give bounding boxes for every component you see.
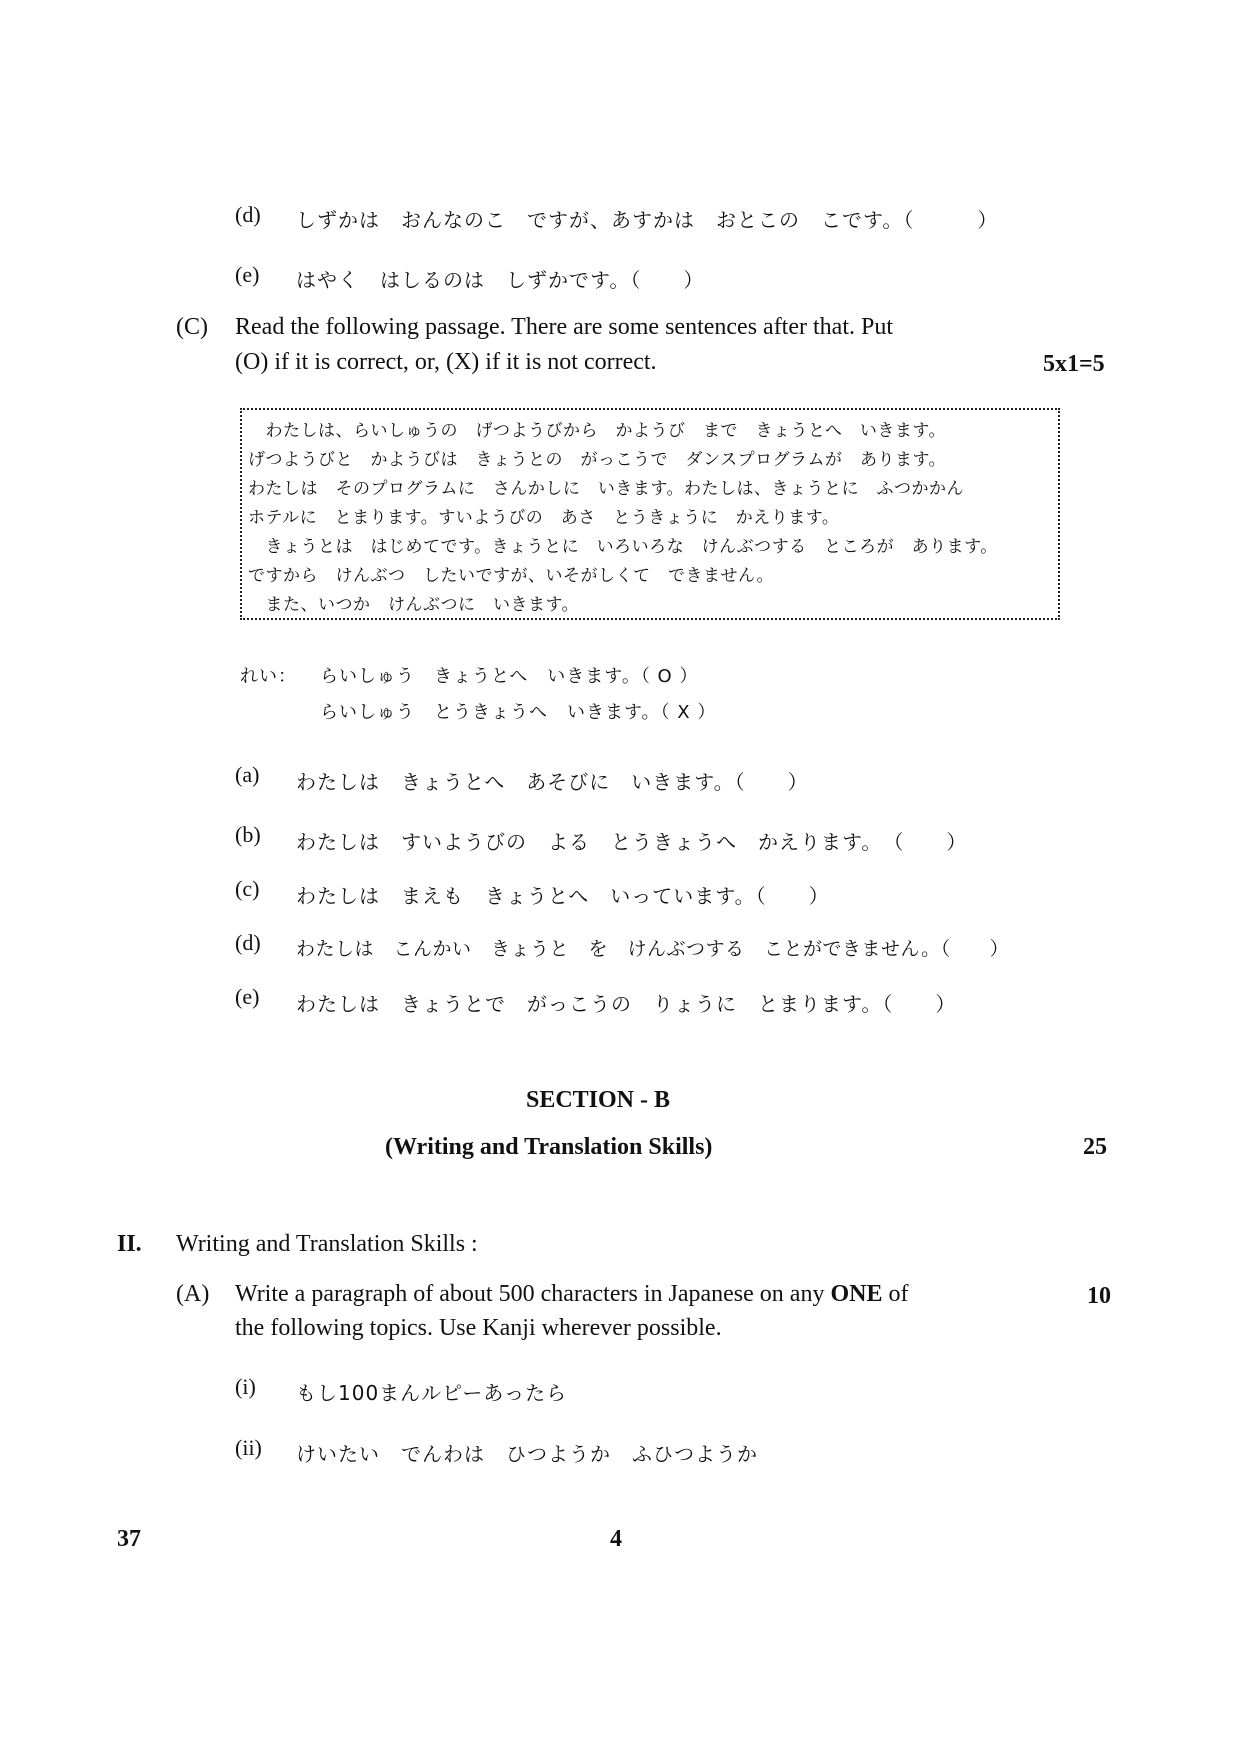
section-title: SECTION - B	[525, 1087, 671, 1113]
passage-line: きょうとは はじめてです。きょうとに いろいろな けんぶつする ところが あります。	[248, 537, 998, 557]
topic-label: (i)	[235, 1374, 256, 1399]
subquestion-line1: Write a paragraph of about 500 characters in Japanese on any ONE of	[235, 1281, 909, 1307]
part-c-marks: 5x1=5	[1043, 351, 1105, 377]
item-text: はやく はしるのは しずかです。（ ）	[296, 268, 705, 292]
item-label: (a)	[235, 762, 260, 787]
page-number: 4	[610, 1526, 622, 1552]
item-label: (b)	[235, 822, 261, 847]
topic-label: (ii)	[235, 1435, 262, 1460]
subquestion-label: (A)	[176, 1281, 210, 1307]
passage-line: ですから けんぶつ したいですが、いそがしくて できません。	[248, 566, 775, 586]
example-1: らいしゅう きょうとへ いきます。（ O ）	[320, 666, 699, 687]
item-text: わたしは こんかい きょうと を けんぶつする ことができません。（ ）	[296, 938, 1010, 960]
section-marks: 25	[1083, 1134, 1107, 1160]
subquestion-marks: 10	[1087, 1283, 1111, 1309]
item-text: わたしは きょうとへ あそびに いきます。（ ）	[296, 770, 809, 794]
item-label: (c)	[235, 876, 260, 901]
passage-line: ホテルに とまります。すいようびの あさ とうきょうに かえります。	[248, 508, 840, 528]
question-heading: Writing and Translation Skills :	[176, 1231, 478, 1257]
example-label: れい：	[240, 666, 297, 687]
item-label: (d)	[235, 202, 261, 227]
item-label: (d)	[235, 930, 261, 955]
topic-text: もし100まんルピーあったら	[296, 1381, 568, 1405]
example-2: らいしゅう とうきょうへ いきます。（ X ）	[320, 702, 717, 723]
passage-line: わたしは そのプログラムに さんかしに いきます。わたしは、きょうとに ふつかかん	[248, 479, 964, 499]
passage-box	[240, 408, 1060, 620]
paper-code: 37	[117, 1526, 141, 1552]
item-text: わたしは すいようびの よる とうきょうへ かえります。 （ ）	[296, 830, 968, 854]
item-label: (e)	[235, 262, 260, 287]
item-text: わたしは きょうとで がっこうの りょうに とまります。（ ）	[296, 992, 957, 1016]
part-c-label: (C)	[176, 314, 208, 340]
topic-text: けいたい でんわは ひつようか ふひつようか	[296, 1442, 758, 1466]
item-text: しずかは おんなのこ ですが、あすかは おとこの こです。（ ）	[296, 208, 999, 232]
part-c-instruction-line2: (O) if it is correct, or, (X) if it is not correct.	[235, 349, 657, 375]
part-c-instruction-line1: Read the following passage. There are some sentences after that. Put	[235, 314, 893, 340]
item-label: (e)	[235, 984, 260, 1009]
question-number: II.	[117, 1231, 142, 1257]
passage-line: また、いつか けんぶつに いきます。	[248, 595, 580, 615]
passage-line: わたしは、らいしゅうの げつようびから かようび まで きょうとへ いきます。	[248, 421, 946, 441]
item-text: わたしは まえも きょうとへ いっています。（ ）	[296, 884, 830, 908]
section-subtitle: (Writing and Translation Skills)	[385, 1134, 713, 1160]
passage-line: げつようびと かようびは きょうとの がっこうで ダンスプログラムが あります。	[248, 450, 947, 470]
subquestion-line2: the following topics. Use Kanji wherever possible.	[235, 1315, 722, 1341]
